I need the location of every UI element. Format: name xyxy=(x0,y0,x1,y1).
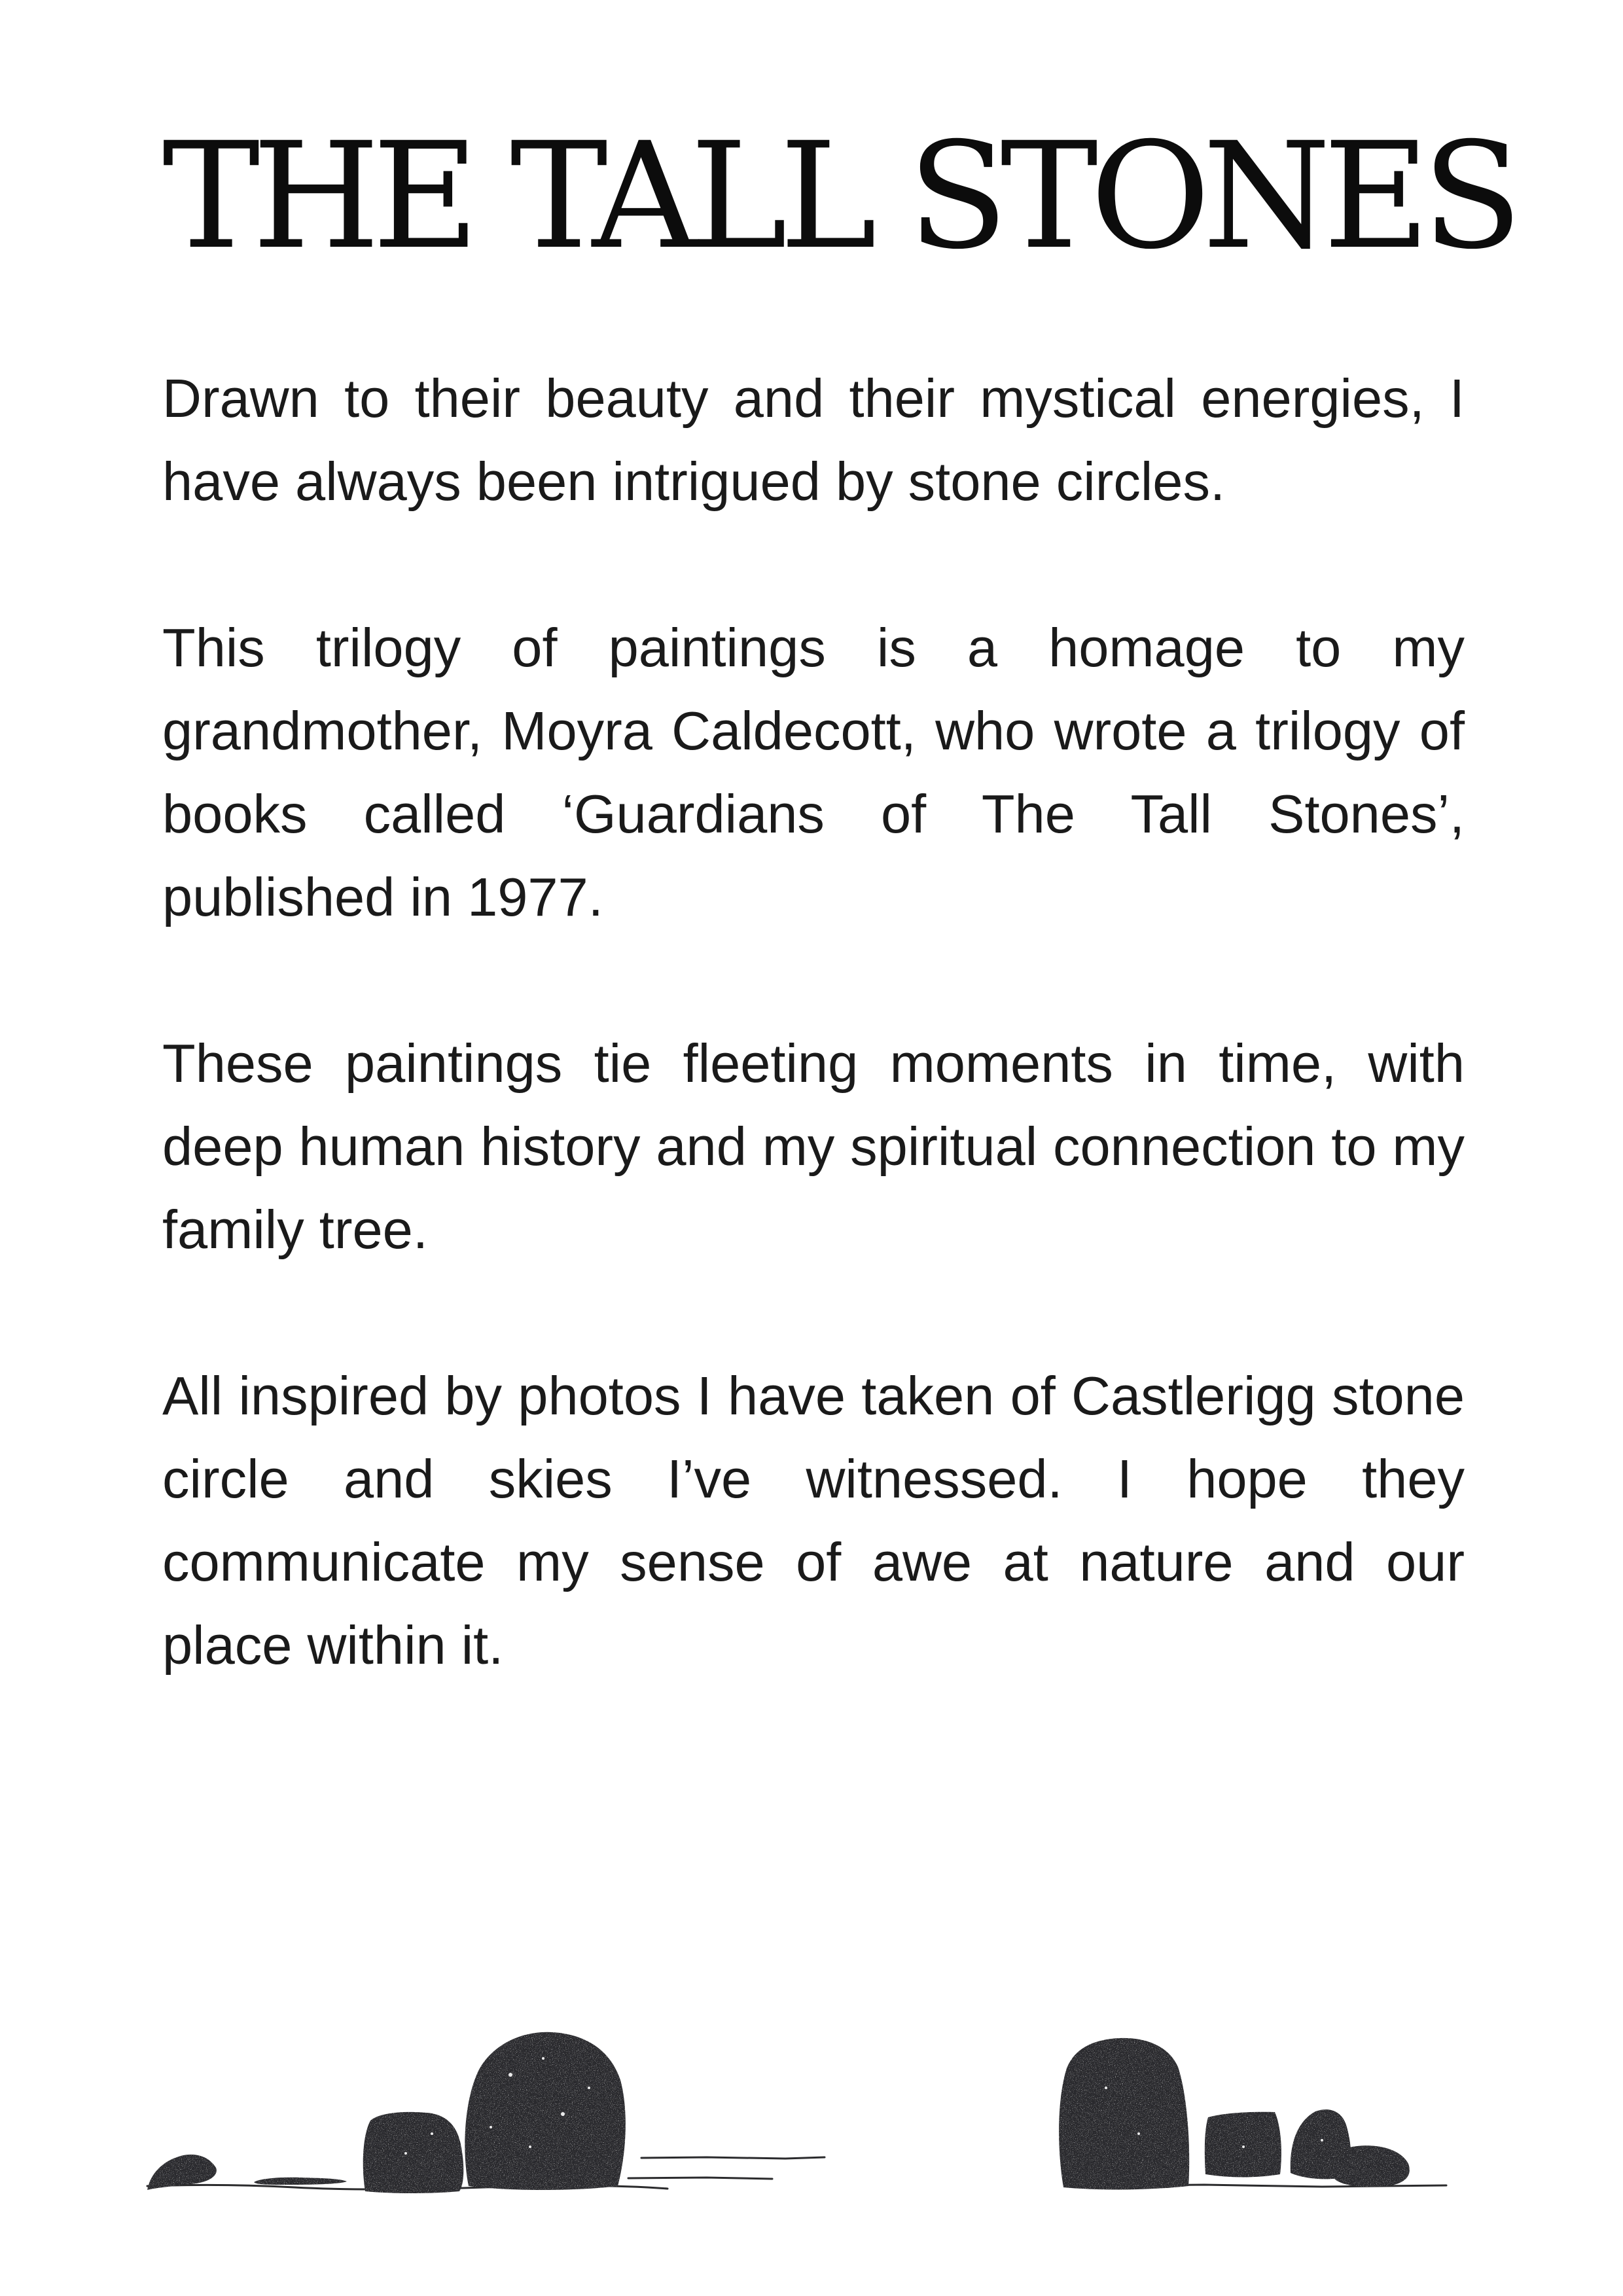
body-text xyxy=(162,357,1465,1770)
paragraph-intro: Drawn to their beauty and their mystical energies, I have always been intrigued by stone circles. xyxy=(162,368,1465,512)
stone-square xyxy=(1205,2112,1281,2178)
stone-low-boulder xyxy=(1332,2145,1410,2187)
stone-flat-slab xyxy=(254,2178,347,2185)
paragraph-trilogy: This trilogy of paintings is a homage to my grandmother, Moyra Caldecott, who wrote a trilogy of books called ‘Guardians of The Tall Stones’, published in 1977. xyxy=(162,617,1465,927)
page-title: THE TALL STONES xyxy=(162,111,1515,281)
stone-medium-left xyxy=(363,2112,464,2193)
paragraph-moments: These paintings tie fleeting moments in time, with deep human history and my spiritual connection to my family tree. xyxy=(162,1033,1465,1260)
stone-tall-right xyxy=(1059,2038,1189,2190)
paragraph-inspiration: All inspired by photos I have taken of Castlerigg stone circle and skies I’ve witnessed. I hope they communicate my sense of awe at nature and our place within it. xyxy=(162,1365,1465,1676)
stone-large-left xyxy=(465,2032,626,2190)
standing-stones-illustration xyxy=(144,1996,1479,2199)
